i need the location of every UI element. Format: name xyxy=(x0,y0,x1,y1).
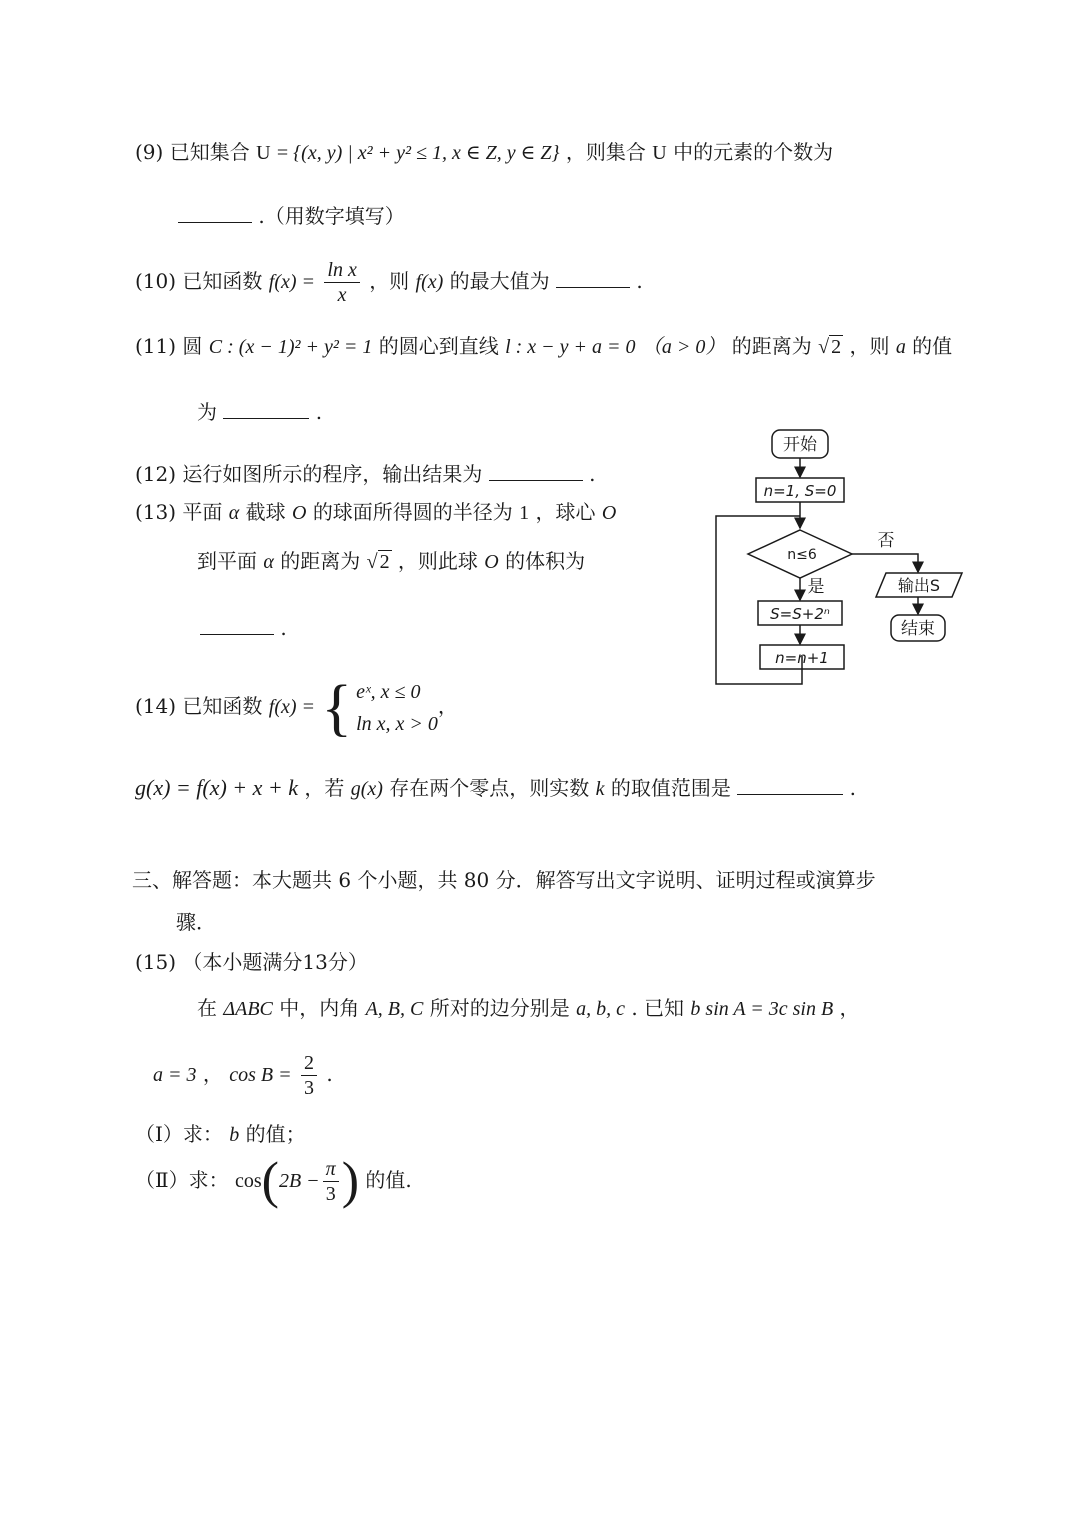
q12-number: (12) xyxy=(135,462,177,486)
q14-line2: g(x) = f(x) + x + k ，若 g(x) 存在两个零点，则实数 k 的取值范围是 . xyxy=(135,772,856,803)
flow-cond-label: n≤6 xyxy=(787,547,817,563)
q15-header xyxy=(135,948,368,976)
q13-number: (13) xyxy=(135,500,177,524)
q11-answer-blank[interactable] xyxy=(223,396,309,419)
q14-number: (14) xyxy=(135,694,177,718)
q10-fraction: $\frac{\text{ln x}}{x}$ xyxy=(324,258,359,307)
q15-pi-fraction: $\frac{\pi}{3}$ xyxy=(323,1157,339,1206)
q13-line2: 到平面 α 的距离为 √ 2 ，则此球 O 的体积为 xyxy=(197,549,586,573)
q13-line1: (13) 平面 α 截球 O 的球面所得圆的半径为 1 ，球心 O xyxy=(135,500,617,524)
q9-set-expression: {(x, y) | x² + y² ≤ 1, x ∈ Z, y ∈ Z} xyxy=(293,142,560,164)
flow-end-label: 结束 xyxy=(901,619,935,639)
flow-output-label: 输出S xyxy=(897,576,941,595)
flow-step1-label: S=S+2ⁿ xyxy=(770,605,830,623)
q9-line2: .（用数字填写） xyxy=(178,200,405,230)
q15-line2: a = 3 ， cos B = $\frac{2}{3}$ . xyxy=(153,1052,333,1099)
q15-part2: （Ⅱ）求： cos(2B − $\frac{\pi}{3}$ ) 的值. xyxy=(135,1152,412,1210)
flow-step2-label: n=n+1 xyxy=(775,649,829,667)
q10-number: (10) xyxy=(135,269,177,293)
section3-heading: 三、解答题：本大题共 6 个小题，共 80 分．解答写出文字说明、证明过程或演算步 xyxy=(132,868,876,892)
flow-start-label: 开始 xyxy=(783,435,817,455)
flow-no-label: 否 xyxy=(877,531,895,551)
q14-answer-blank[interactable] xyxy=(737,772,843,795)
flow-yes-label: 是 xyxy=(807,577,825,597)
q11-line1: (11) 圆 C : (x − 1)² + y² = 1 的圆心到直线 l : x − y + a = 0 （a > 0） 的距离为 √ 2 ，则 a 的值 xyxy=(135,334,953,358)
q15-part1: （Ⅰ）求： b 的值； xyxy=(135,1122,306,1146)
q10-answer-blank[interactable] xyxy=(556,265,630,288)
q15-number: (15) xyxy=(135,950,177,974)
q9-line1: (9) 已知集合 U = {(x, y) | x² + y² ≤ 1, x ∈ Z, y ∈ Z} ，则集合 U 中的元素的个数为 xyxy=(135,140,834,164)
q15-score: （本小题满分13分） xyxy=(182,950,368,974)
q15-line1: 在 ΔABC 中，内角 A, B, C 所对的边分别是 a, b, c . 已知 b sin A = 3c sin B ， xyxy=(197,996,860,1020)
q10-line: (10) 已知函数 f(x) = $\frac{\text{ln x}}{x}$ ，则 f(x) 的最大值为 . xyxy=(135,259,643,306)
q15-fraction: $\frac{2}{3}$ xyxy=(301,1051,317,1100)
section3-heading-cont: 骤． xyxy=(176,910,216,934)
q9-answer-blank[interactable] xyxy=(178,200,252,223)
q12-answer-blank[interactable] xyxy=(489,458,583,481)
q13-answer-blank[interactable] xyxy=(200,612,274,635)
q14-piecewise: eˣ, x ≤ 0 ln x, x > 0 xyxy=(356,680,438,735)
q13-line3: . xyxy=(200,612,287,642)
flowchart xyxy=(690,420,1030,690)
q14-brace: { xyxy=(321,671,353,743)
q9-number: (9) xyxy=(135,140,164,164)
q11-number: (11) xyxy=(135,334,177,358)
q14-line1: (14) 已知函数 f(x) = { eˣ, x ≤ 0 ln x, x > 0 ， xyxy=(135,671,458,743)
q12-line: (12) 运行如图所示的程序，输出结果为 . xyxy=(135,458,596,488)
q11-line2: 为 . xyxy=(197,396,322,426)
flow-init-label: n=1, S=0 xyxy=(763,482,837,500)
